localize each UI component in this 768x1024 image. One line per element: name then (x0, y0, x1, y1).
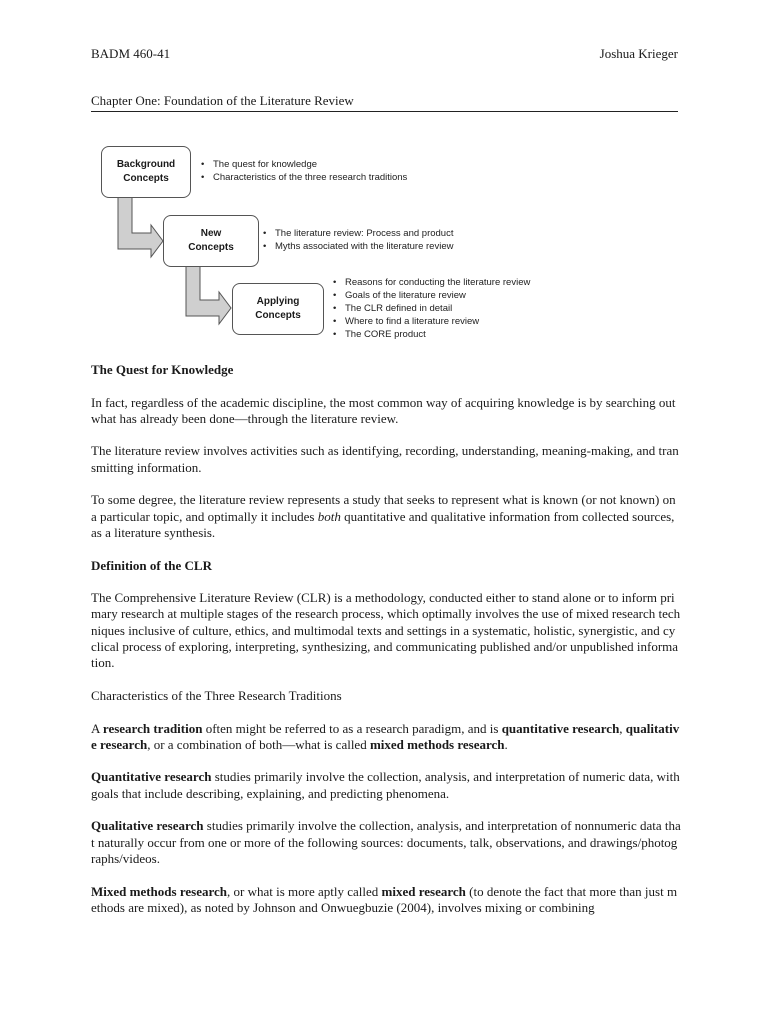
bullet-item: • The literature review: Process and product (263, 227, 453, 240)
p8-t2: (to denote the fact that more than just methods are mixed), as noted by Johnson and Onwuegbuzie (2004), involves mixing or combining (91, 883, 678, 915)
box3-line1: Applying (256, 296, 300, 307)
heading-quest: The Quest for Knowledge (91, 362, 234, 377)
p8-b2: mixed research (381, 883, 466, 899)
bullet-item: • Myths associated with the literature review (263, 240, 453, 253)
box-applying-concepts (232, 283, 324, 335)
p5-t5: . (504, 736, 508, 752)
paragraph-2: The literature review involves activities such as identifying, recording, understanding, meaning-making, and transmitting information. (91, 443, 679, 475)
p7-t1: studies primarily involve the collection, analysis, and interpretation of nonnumeric data that naturally occur from one or more of the following sources: documents, talk, observations, and drawings/photographs/videos. (91, 818, 681, 866)
p6-t1: studies primarily involve the collection, analysis, and interpretation of numeric data, with goals that include describing, explaining, and predicting phenomena. (91, 769, 680, 801)
box1-line2: Concepts (123, 173, 169, 184)
p3-text-b: quantitative and qualitative information from collected sources, as a literature synthesis. (91, 508, 675, 540)
box3-line2: Concepts (255, 310, 301, 321)
paragraph-6 (91, 769, 681, 802)
bullets-new (263, 227, 453, 253)
heading-traditions: Characteristics of the Three Research Traditions (91, 687, 342, 703)
box-new-concepts (163, 215, 259, 267)
p7-b1: Qualitative research (91, 818, 204, 834)
p5-t1: A (91, 720, 103, 736)
author-name: Joshua Krieger (599, 46, 678, 61)
arrow-2 (186, 265, 231, 324)
p5-t2: often might be referred to as a research paradigm, and is (202, 720, 502, 736)
bullets-background (201, 158, 407, 184)
bullet-item: • Goals of the literature review (333, 289, 530, 302)
arrow-1 (118, 197, 163, 257)
page-header (91, 46, 678, 62)
p5-b3: qualitative research (91, 720, 680, 752)
bullet-item: • The CORE product (333, 328, 530, 341)
bullet-item: • The quest for knowledge (201, 158, 407, 171)
p8-b1: Mixed methods research (91, 883, 227, 899)
p5-b2: quantitative research (501, 720, 620, 736)
paragraph-4: The Comprehensive Literature Review (CLR) is a methodology, conducted either to stand alone or to inform primary research at multiple stages of the research process, which optimally involves the use of mixed research techniques inclusive of culture, ethics, and multimodal texts and settings in a systematic, holistic, synergistic, and cyclical process of exploring, interpreting, synthesizing, and communicating published and/or unpublished information. (91, 590, 681, 671)
heading-clr: Definition of the CLR (91, 557, 212, 573)
p8-t1: , or what is more aptly called (227, 883, 382, 899)
p5-b1: research tradition (102, 720, 203, 736)
bullet-item: • The CLR defined in detail (333, 302, 530, 315)
box2-line2: Concepts (188, 242, 234, 253)
box-background-concepts (101, 146, 191, 198)
p5-t3: , (619, 720, 626, 736)
box1-line1: Background (116, 159, 176, 170)
paragraph-7 (91, 818, 681, 867)
paragraph-8 (91, 884, 681, 917)
bullets-applying (333, 276, 530, 341)
p6-b1: Quantitative research (91, 769, 212, 785)
body-text (91, 362, 681, 932)
course-code: BADM 460-41 (91, 46, 171, 61)
bullet-item: • Where to find a literature review (333, 315, 530, 328)
p5-b4: mixed methods research (369, 736, 505, 752)
bullet-item: • Characteristics of the three research traditions (201, 171, 407, 184)
concept-diagram (91, 140, 678, 350)
p5-t4: , or a combination of both—what is called (147, 736, 370, 752)
box2-line1: New (200, 228, 222, 239)
paragraph-1: In fact, regardless of the academic discipline, the most common way of acquiring knowledge is by searching out what has already been done—through the literature review. (91, 394, 676, 426)
p3-text-a: To some degree, the literature review represents a study that seeks to represent what is known (or not known) on a particular topic, and optimally it includes (91, 492, 676, 524)
p3-emphasis: both (317, 508, 341, 524)
bullet-item: • Reasons for conducting the literature review (333, 276, 530, 289)
chapter-title: Chapter One: Foundation of the Literature Review (91, 93, 678, 112)
paragraph-5 (91, 721, 681, 754)
paragraph-3 (91, 492, 681, 541)
